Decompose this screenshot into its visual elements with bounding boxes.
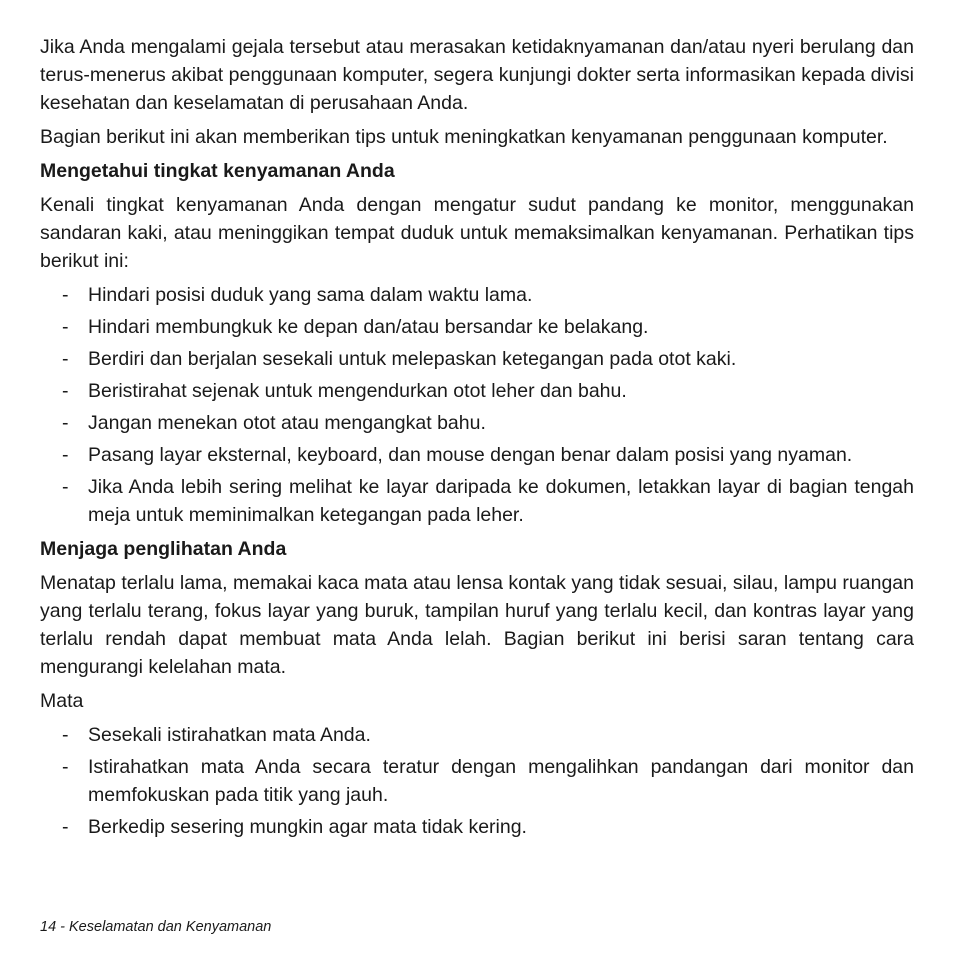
- dash-marker: -: [62, 444, 69, 466]
- eye-tips-list: [40, 721, 914, 841]
- dash-marker: -: [62, 476, 69, 498]
- dash-marker: -: [62, 316, 69, 338]
- vision-subheading: Mata: [40, 690, 84, 712]
- page-footer: 14 - Keselamatan dan Kenyamanan: [40, 919, 272, 935]
- list-item: [40, 409, 914, 437]
- list-item: [40, 721, 914, 749]
- dash-marker: -: [62, 380, 69, 402]
- list-item-text: Hindari membungkuk ke depan dan/atau bersandar ke belakang.: [88, 316, 649, 338]
- list-item-text: Pasang layar eksternal, keyboard, dan mouse dengan benar dalam posisi yang nyaman.: [88, 444, 853, 466]
- dash-marker: -: [62, 816, 69, 838]
- intro-paragraph-1: Jika Anda mengalami gejala tersebut atau merasakan ketidaknyamanan dan/atau nyeri berulang dan terus-menerus akibat penggunaan komputer, segera kunjungi dokter serta informasikan kepada divisi kesehatan dan keselamatan di perusahaan Anda.: [40, 36, 914, 114]
- intro-paragraph-2: Bagian berikut ini akan memberikan tips untuk meningkatkan kenyamanan penggunaan komputer.: [40, 126, 888, 148]
- list-item: [40, 441, 914, 469]
- list-item-text: Beristirahat sejenak untuk mengendurkan otot leher dan bahu.: [88, 380, 627, 402]
- dash-marker: -: [62, 412, 69, 434]
- list-item-text: Sesekali istirahatkan mata Anda.: [88, 724, 371, 746]
- dash-marker: -: [62, 756, 69, 778]
- list-item: [40, 473, 914, 529]
- comfort-tips-list: [40, 281, 914, 529]
- dash-marker: -: [62, 724, 69, 746]
- list-item: [40, 377, 914, 405]
- list-item-text: Jangan menekan otot atau mengangkat bahu.: [88, 412, 486, 434]
- list-item: [40, 753, 914, 809]
- list-item: [40, 813, 914, 841]
- document-page: [40, 33, 914, 847]
- list-item-text: Hindari posisi duduk yang sama dalam waktu lama.: [88, 284, 533, 306]
- section-heading-vision: Menjaga penglihatan Anda: [40, 538, 287, 560]
- list-item-text: Jika Anda lebih sering melihat ke layar daripada ke dokumen, letakkan layar di bagian tengah meja untuk meminimalkan ketegangan pada leher.: [88, 476, 914, 526]
- dash-marker: -: [62, 284, 69, 306]
- list-item-text: Berdiri dan berjalan sesekali untuk melepaskan ketegangan pada otot kaki.: [88, 348, 737, 370]
- list-item-text: Istirahatkan mata Anda secara teratur dengan mengalihkan pandangan dari monitor dan memfokuskan pada titik yang jauh.: [88, 756, 914, 806]
- list-item: [40, 345, 914, 373]
- list-item: [40, 313, 914, 341]
- list-item: [40, 281, 914, 309]
- comfort-paragraph: Kenali tingkat kenyamanan Anda dengan mengatur sudut pandang ke monitor, menggunakan sandaran kaki, atau meninggikan tempat duduk untuk memaksimalkan kenyamanan. Perhatikan tips berikut ini:: [40, 194, 914, 272]
- section-heading-comfort: Mengetahui tingkat kenyamanan Anda: [40, 160, 395, 182]
- list-item-text: Berkedip sesering mungkin agar mata tidak kering.: [88, 816, 527, 838]
- dash-marker: -: [62, 348, 69, 370]
- vision-paragraph: Menatap terlalu lama, memakai kaca mata atau lensa kontak yang tidak sesuai, silau, lampu ruangan yang terlalu terang, fokus layar yang buruk, tampilan huruf yang terlalu kecil, dan kontras layar yang terlalu rendah dapat membuat mata Anda lelah. Bagian berikut ini berisi saran tentang cara mengurangi kelelahan mata.: [40, 572, 914, 678]
